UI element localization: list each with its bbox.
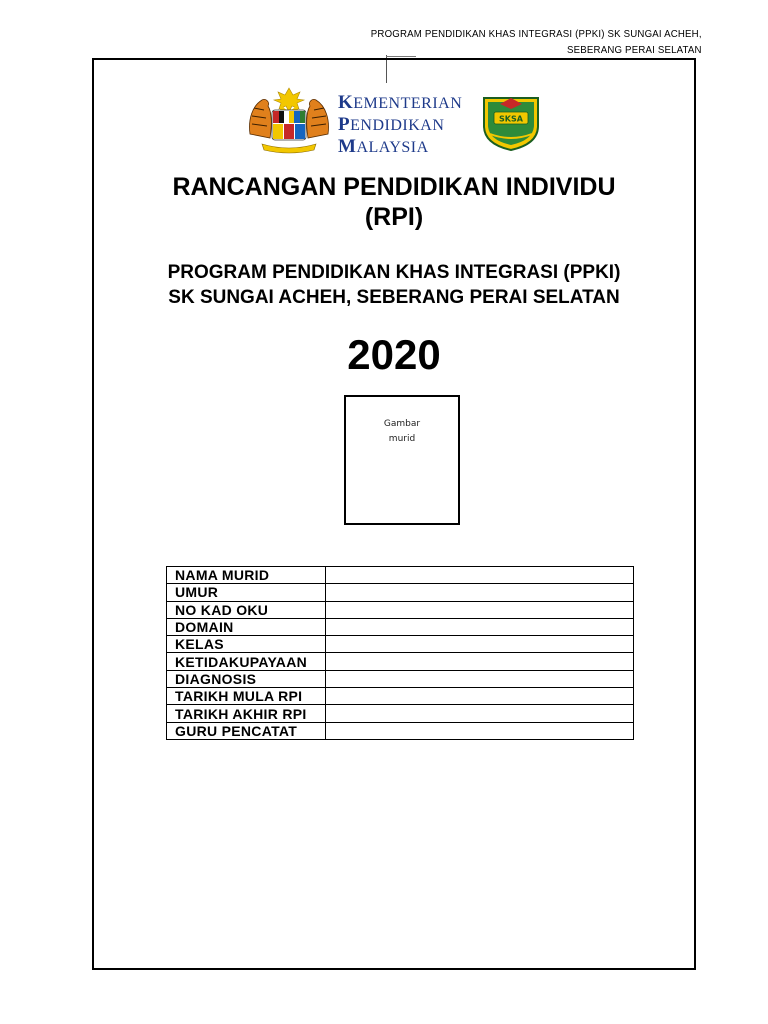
table-row <box>167 722 634 739</box>
ministry-line2-rest: ENDIDIKAN <box>350 117 445 134</box>
header-line-2: SEBERANG PERAI SELATAN <box>567 44 702 56</box>
field-value-cell[interactable] <box>326 601 634 618</box>
student-info-table <box>166 566 634 740</box>
field-label: KETIDAKUPAYAAN <box>167 653 326 670</box>
table-row <box>167 618 634 635</box>
field-value-cell[interactable] <box>326 722 634 739</box>
field-label: DOMAIN <box>167 618 326 635</box>
field-label: KELAS <box>167 636 326 653</box>
ministry-line3-initial: M <box>338 136 357 157</box>
document-year: 2020 <box>347 331 441 378</box>
ministry-line3-rest: ALAYSIA <box>356 139 429 156</box>
field-label: DIAGNOSIS <box>167 670 326 687</box>
field-label: TARIKH MULA RPI <box>167 688 326 705</box>
table-row <box>167 636 634 653</box>
header-divider-tick-horizontal <box>386 56 416 57</box>
table-row <box>167 567 634 584</box>
logo-bar <box>242 86 542 158</box>
field-value-cell[interactable] <box>326 584 634 601</box>
ministry-line1-rest: EMENTERIAN <box>353 95 463 112</box>
school-crest-text: SKSA <box>499 114 523 124</box>
field-label: NAMA MURID <box>167 567 326 584</box>
student-photo-placeholder <box>344 395 460 525</box>
title-line-1: RANCANGAN PENDIDIKAN INDIVIDU <box>172 173 616 201</box>
ministry-wordmark <box>338 92 462 158</box>
field-label: GURU PENCATAT <box>167 722 326 739</box>
table-row <box>167 584 634 601</box>
document-title <box>92 172 696 232</box>
field-value-cell[interactable] <box>326 636 634 653</box>
subtitle-line-1: PROGRAM PENDIDIKAN KHAS INTEGRASI (PPKI) <box>167 262 621 283</box>
field-value-cell[interactable] <box>326 653 634 670</box>
document-subtitle <box>92 260 696 310</box>
photo-placeholder-label: Gambar murid <box>383 419 421 444</box>
field-value-cell[interactable] <box>326 567 634 584</box>
field-value-cell[interactable] <box>326 705 634 722</box>
table-row <box>167 688 634 705</box>
field-value-cell[interactable] <box>326 618 634 635</box>
table-row <box>167 670 634 687</box>
field-label: TARIKH AKHIR RPI <box>167 705 326 722</box>
malaysia-coat-of-arms-icon <box>242 86 336 156</box>
school-crest-icon <box>480 92 542 152</box>
page-header-note <box>371 26 702 58</box>
title-line-2: (RPI) <box>364 203 424 231</box>
field-value-cell[interactable] <box>326 670 634 687</box>
field-value-cell[interactable] <box>326 688 634 705</box>
ministry-line1-initial: K <box>338 92 354 113</box>
table-row <box>167 705 634 722</box>
subtitle-line-2: SK SUNGAI ACHEH, SEBERANG PERAI SELATAN <box>168 287 620 308</box>
header-line-1: PROGRAM PENDIDIKAN KHAS INTEGRASI (PPKI) SK SUNGAI ACHEH, <box>371 28 702 40</box>
field-label: UMUR <box>167 584 326 601</box>
ministry-line2-initial: P <box>338 114 351 135</box>
table-row <box>167 653 634 670</box>
field-label: NO KAD OKU <box>167 601 326 618</box>
table-row <box>167 601 634 618</box>
